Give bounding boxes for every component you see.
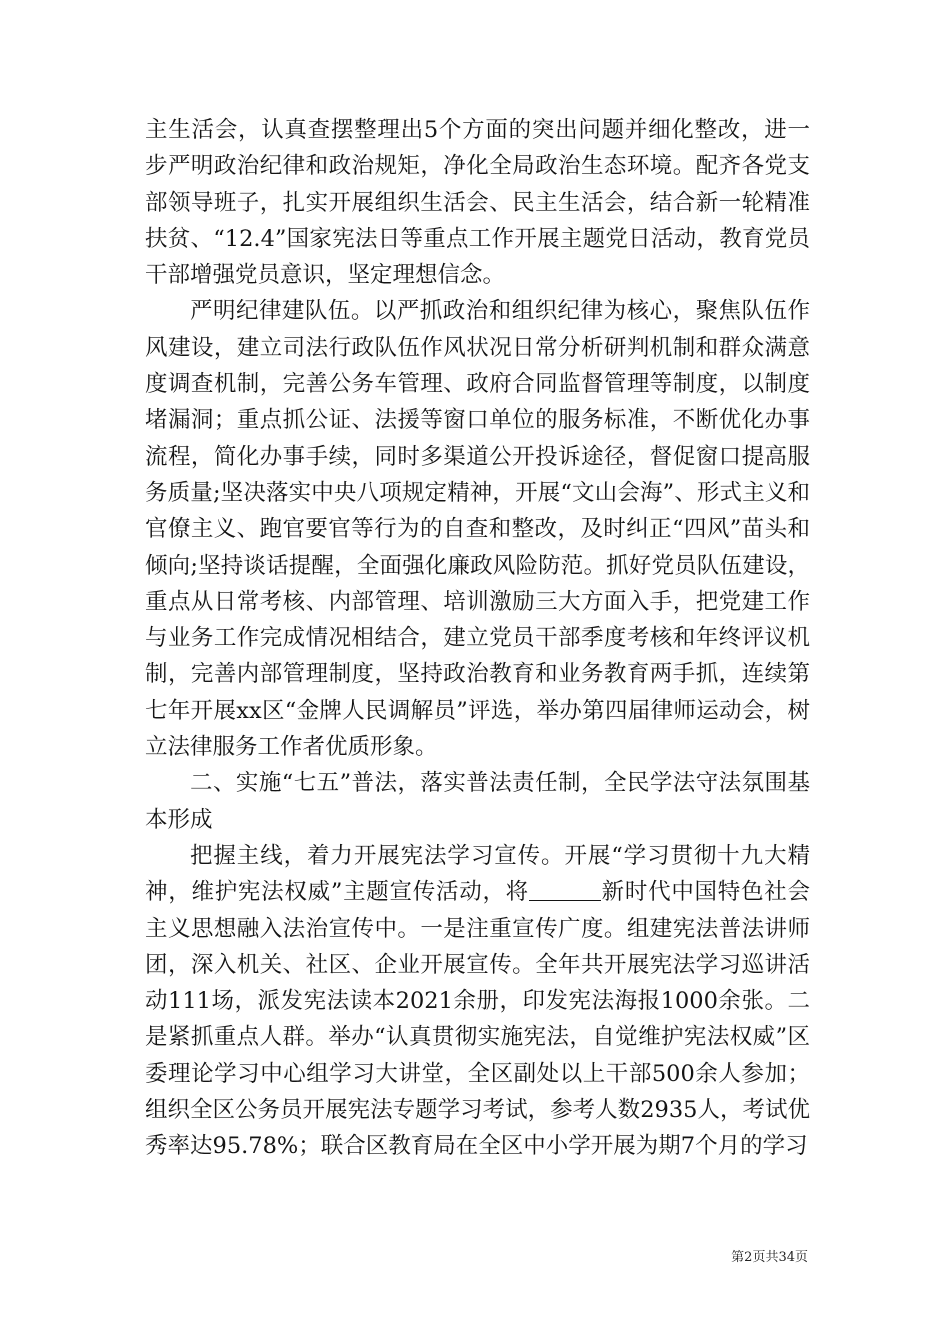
paragraph-text-before-blank: 把握主线，着力开展宪法学习宣传。开展“学习贯彻十九大精神，维护宪法权威”主题宣传活动，将 (145, 842, 810, 906)
paragraph-constitution (145, 838, 810, 1165)
page-number: 第2页共34页 (731, 1250, 808, 1265)
paragraph-text-after-blank: 新时代中国特色社会主义思想融入法治宣传中。一是注重宣传广度。组建宪法普法讲师团，深入机关、社区、企业开展宣传。全年共开展宪法学习巡讲活动111场，派发宪法读本2021余册，印发宪法海报1000余张。二是紧抓重点人群。举办“认真贯彻实施宪法，自觉维护宪法权威”区委理论学习中心组学习大讲堂，全区副处以上干部500余人参加；组织全区公务员开展宪法专题学习考试，参考人数2935人，考试优秀率达95.78%；联合区教育局在全区中小学开展为期7个月的学习 (145, 879, 810, 1160)
fill-in-blank (529, 878, 601, 902)
section-heading: 二、实施“七五”普法，落实普法责任制，全民学法守法氛围基本形成 (145, 770, 810, 833)
paragraph-continued: 主生活会，认真查摆整理出5个方面的突出问题并细化整改，进一步严明政治纪律和政治规矩，净化全局政治生态环境。配齐各党支部领导班子，扎实开展组织生活会、民主生活会，结合新一轮精准扶贫、“12.4”国家宪法日等重点工作开展主题党日活动，教育党员干部增强党员意识，坚定理想信念。 (145, 117, 810, 289)
document-body (145, 112, 810, 1165)
paragraph-discipline: 严明纪律建队伍。以严抓政治和组织纪律为核心，聚焦队伍作风建设，建立司法行政队伍作风状况日常分析研判机制和群众满意度调查机制，完善公务车管理、政府合同监督管理等制度，以制度堵漏洞；重点抓公证、法援等窗口单位的服务标准，不断优化办事流程，简化办事手续，同时多渠道公开投诉途径，督促窗口提高服务质量;坚决落实中央八项规定精神，开展“文山会海”、形式主义和官僚主义、跑官要官等行为的自查和整改，及时纠正“四风”苗头和倾向;坚持谈话提醒，全面强化廉政风险防范。抓好党员队伍建设，重点从日常考核、内部管理、培训激励三大方面入手，把党建工作与业务工作完成情况相结合，建立党员干部季度考核和年终评议机制，完善内部管理制度，坚持政治教育和业务教育两手抓，连续第七年开展xx区“金牌人民调解员”评选，举办第四届律师运动会，树立法律服务工作者优质形象。 (145, 298, 810, 761)
